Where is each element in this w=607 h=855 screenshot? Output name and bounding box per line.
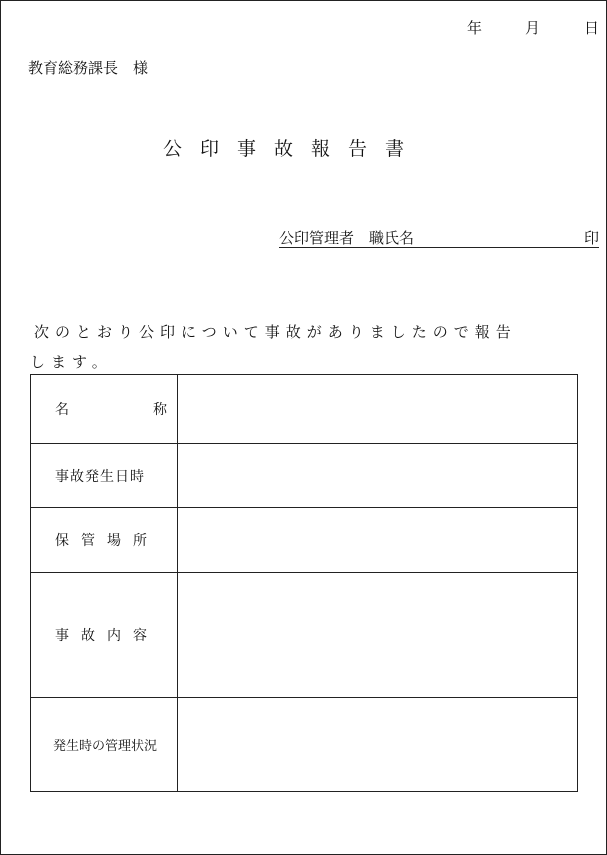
day-label: 日 bbox=[584, 19, 600, 37]
value-cell-occurrence-datetime[interactable] bbox=[178, 444, 578, 508]
label-cell-incident-details bbox=[31, 573, 178, 698]
label-cell-name bbox=[31, 375, 178, 444]
report-table bbox=[30, 374, 578, 792]
table-row bbox=[31, 508, 578, 573]
manager-label: 公印管理者 職氏名 bbox=[279, 229, 415, 247]
year-label: 年 bbox=[467, 19, 483, 37]
label-cell-management-status bbox=[31, 698, 178, 792]
label-cell-occurrence-datetime bbox=[31, 444, 178, 508]
seal-mark: 印 bbox=[583, 229, 599, 247]
value-cell-storage-location[interactable] bbox=[178, 508, 578, 573]
table-row bbox=[31, 573, 578, 698]
manager-signature-line bbox=[279, 227, 599, 248]
label-cell-storage-location bbox=[31, 508, 178, 573]
value-cell-incident-details[interactable] bbox=[178, 573, 578, 698]
table-row bbox=[31, 698, 578, 792]
management-status-label: 発生時の管理状況 bbox=[53, 739, 158, 754]
document-title: 公印事故報告書 bbox=[163, 138, 423, 160]
storage-location-label: 保管場所 bbox=[55, 533, 159, 549]
value-cell-management-status[interactable] bbox=[178, 698, 578, 792]
table-row bbox=[31, 375, 578, 444]
addressee: 教育総務課長 様 bbox=[28, 59, 149, 77]
statement-line-2: します。 bbox=[30, 353, 113, 371]
incident-details-label: 事故内容 bbox=[55, 628, 159, 644]
statement-line-1: 次のとおり公印について事故がありましたので報告 bbox=[34, 323, 517, 341]
value-cell-name[interactable] bbox=[178, 375, 578, 444]
name-label-left: 名 bbox=[55, 402, 69, 418]
table-row bbox=[31, 444, 578, 508]
name-label-right: 称 bbox=[153, 402, 167, 418]
month-label: 月 bbox=[525, 19, 541, 37]
report-statement bbox=[30, 317, 554, 377]
occurrence-datetime-label: 事故発生日時 bbox=[55, 468, 145, 485]
